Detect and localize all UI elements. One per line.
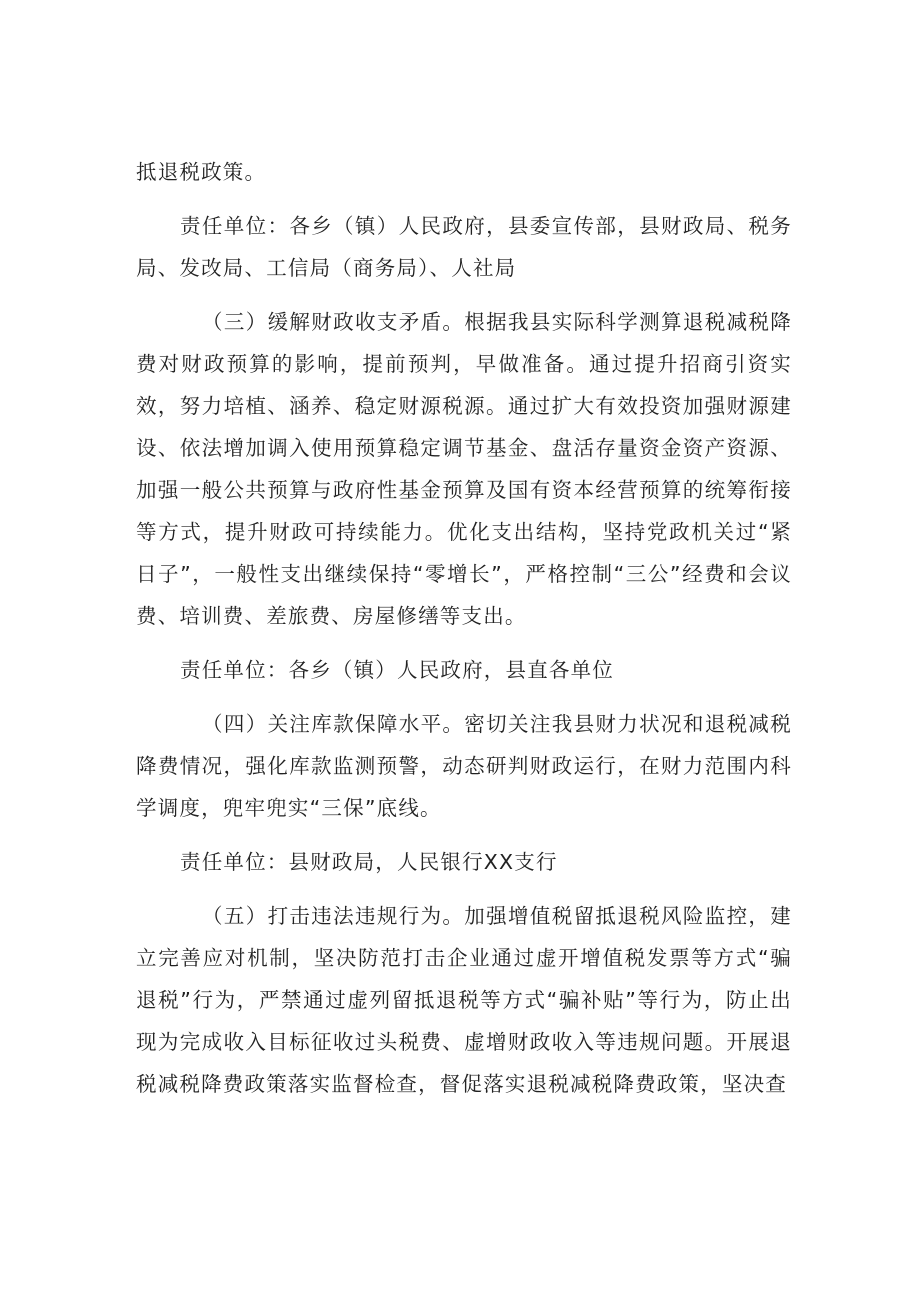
section-four-paragraph: （四）关注库款保障水平。密切关注我县财力状况和退税减税降费情况，强化库款监测预警，动态研判财政运行，在财力范围内科学调度，兜牢兜实“三保”底线。 bbox=[136, 712, 792, 820]
paragraph-continuation: 抵退税政策。 bbox=[136, 160, 267, 184]
responsible-units-paragraph: 责任单位：县财政局，人民银行XX支行 bbox=[180, 850, 558, 874]
section-three-paragraph: （三）缓解财政收支矛盾。根据我县实际科学测算退税减税降费对财政预算的影响，提前预判，早做准备。通过提升招商引资实效，努力培植、涵养、稳定财源税源。通过扩大有效投资加强财源建设、依法增加调入使用预算稳定调节基金、盘活存量资金资产资源、加强一般公共预算与政府性基金预算及国有资本经营预算的统筹衔接等方式，提升财政可持续能力。优化支出结构，坚持党政机关过“紧日子”，一般性支出继续保持“零增长”，严格控制“三公”经费和会议费、培训费、差旅费、房屋修缮等支出。 bbox=[136, 310, 792, 628]
document-body bbox=[136, 151, 792, 1117]
section-five-paragraph: （五）打击违法违规行为。加强增值税留抵退税风险监控，建立完善应对机制，坚决防范打击企业通过虚开增值税发票等方式“骗退税”行为，严禁通过虚列留抵退税等方式“骗补贴”等行为，防止出现为完成收入目标征收过头税费、虚增财政收入等违规问题。开展退税减税降费政策落实监督检查，督促落实退税减税降费政策，坚决查 bbox=[136, 904, 792, 1096]
responsible-units-paragraph: 责任单位：各乡（镇）人民政府，县委宣传部，县财政局、税务局、发改局、工信局（商务局）、人社局 bbox=[136, 214, 792, 280]
responsible-units-paragraph: 责任单位：各乡（镇）人民政府，县直各单位 bbox=[180, 658, 614, 682]
